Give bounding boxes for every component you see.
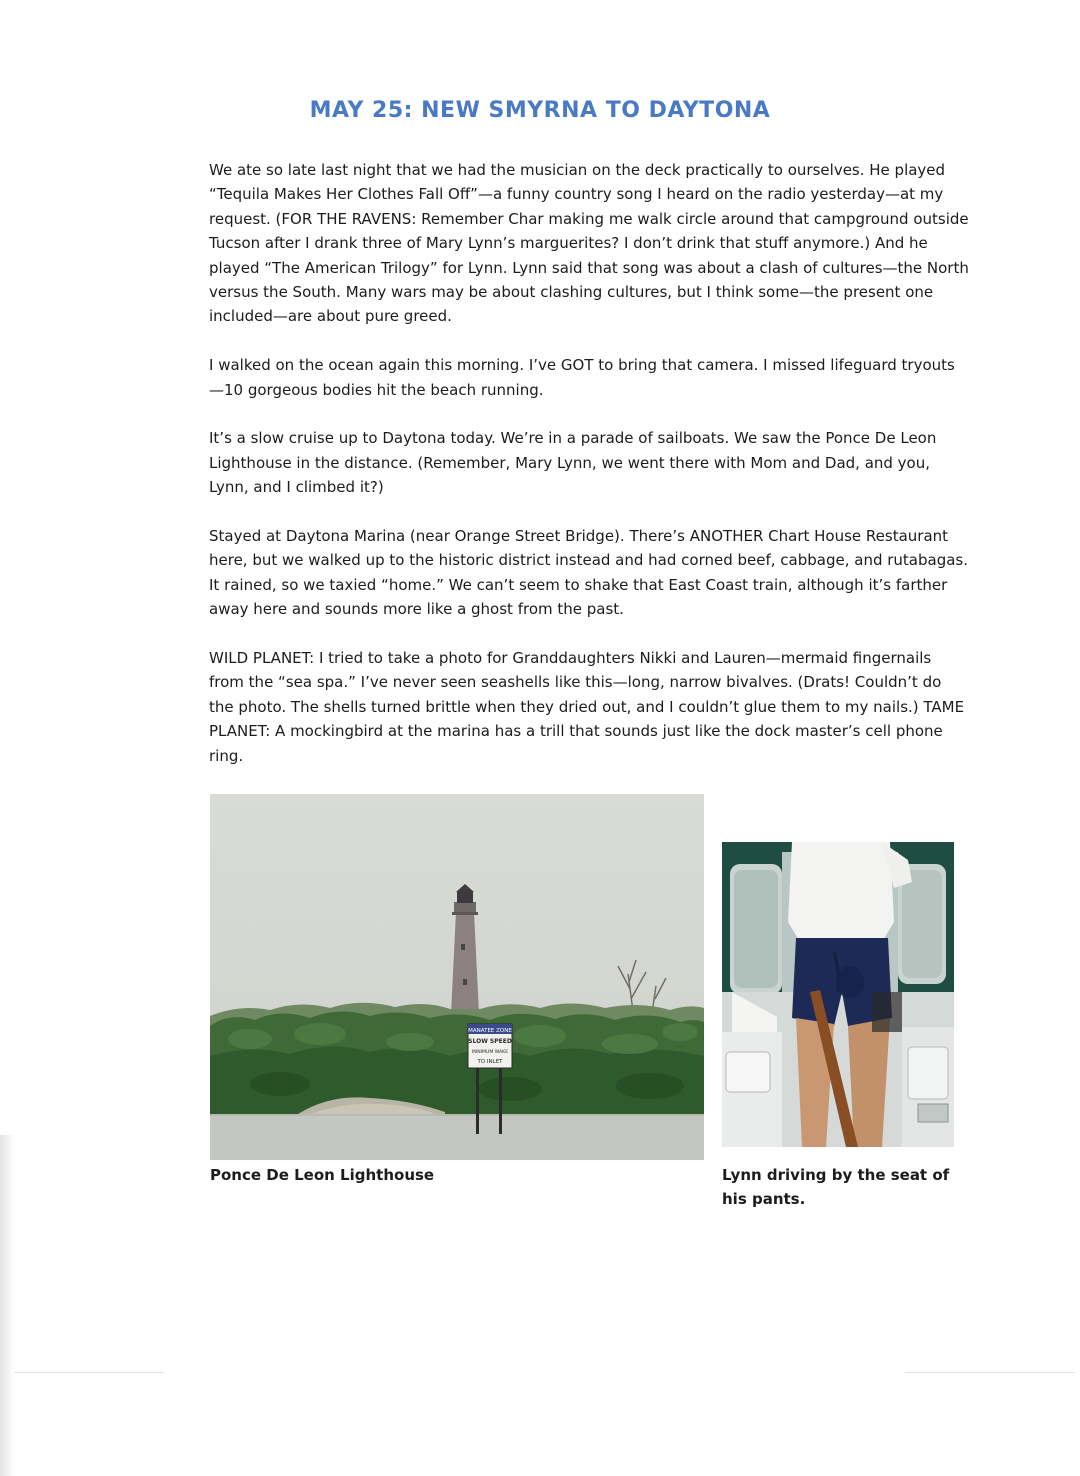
page-title: MAY 25: NEW SMYRNA TO DAYTONA [309,98,771,123]
lighthouse-caption: Ponce De Leon Lighthouse [210,1166,435,1184]
paragraph-musician: We ate so late last night that we had the musician on the deck practically to ourselves. He played “Tequila Makes Her Clothes Fall Off”—a funny country song I heard on the radio yesterday—at my request. (FOR THE RAVENS: Remember Char making me walk circle around that campground outside Tucson after I drank three of Mary Lynn’s marguerites? I don’t drink that stuff anymore.) And he played “The American Trilogy” for Lynn. Lynn said that song was about a clash of cultures—the North versus the South. Many wars may be about clashing cultures, but I think some—the present one included—are about pure greed. [209,161,969,326]
scan-line-right [905,1372,1075,1373]
lighthouse-photo [210,794,704,1160]
paragraph-ocean-walk: I walked on the ocean again this morning. I’ve GOT to bring that camera. I missed lifeguard tryouts—10 gorgeous bodies hit the beach running. [209,356,955,399]
sign-line-1: MANATEE ZONE [468,1028,512,1034]
boat-driver-photo [722,842,954,1147]
paragraph-marina: Stayed at Daytona Marina (near Orange Street Bridge). There’s ANOTHER Chart House Restaurant here, but we walked up to the historic district instead and had corned beef, cabbage, and rutabagas. It rained, so we taxied “home.” We can’t seem to shake that East Coast train, although it’s farther away here and sounds more like a ghost from the past. [209,527,969,619]
paragraph-cruise: It’s a slow cruise up to Daytona today. We’re in a parade of sailboats. We saw the Ponce De Leon Lighthouse in the distance. (Remember, Mary Lynn, we went there with Mom and Dad, and you, Lynn, and I climbed it?) [209,429,937,497]
boat-caption: Lynn driving by the seat of his pants. [722,1166,950,1209]
paragraph-wild-planet: WILD PLANET: I tried to take a photo for Granddaughters Nikki and Lauren—mermaid fingernails from the “sea spa.” I’ve never seen seashells like this—long, narrow bivalves. (Drats! Couldn’t do the photo. The shells turned brittle when they dried out, and I couldn’t glue them to my nails.) TAME PLANET: A mockingbird at the marina has a trill that sounds just like the dock master’s cell phone ring. [209,649,965,765]
journal-body [209,158,969,792]
scan-edge-shadow [0,1135,14,1476]
sign-line-2: SLOW SPEED [468,1038,512,1045]
sign-line-4: TO INLET [477,1059,503,1065]
scan-line-left [14,1372,164,1373]
sign-line-3: MINIMUM WAKE [471,1050,509,1055]
